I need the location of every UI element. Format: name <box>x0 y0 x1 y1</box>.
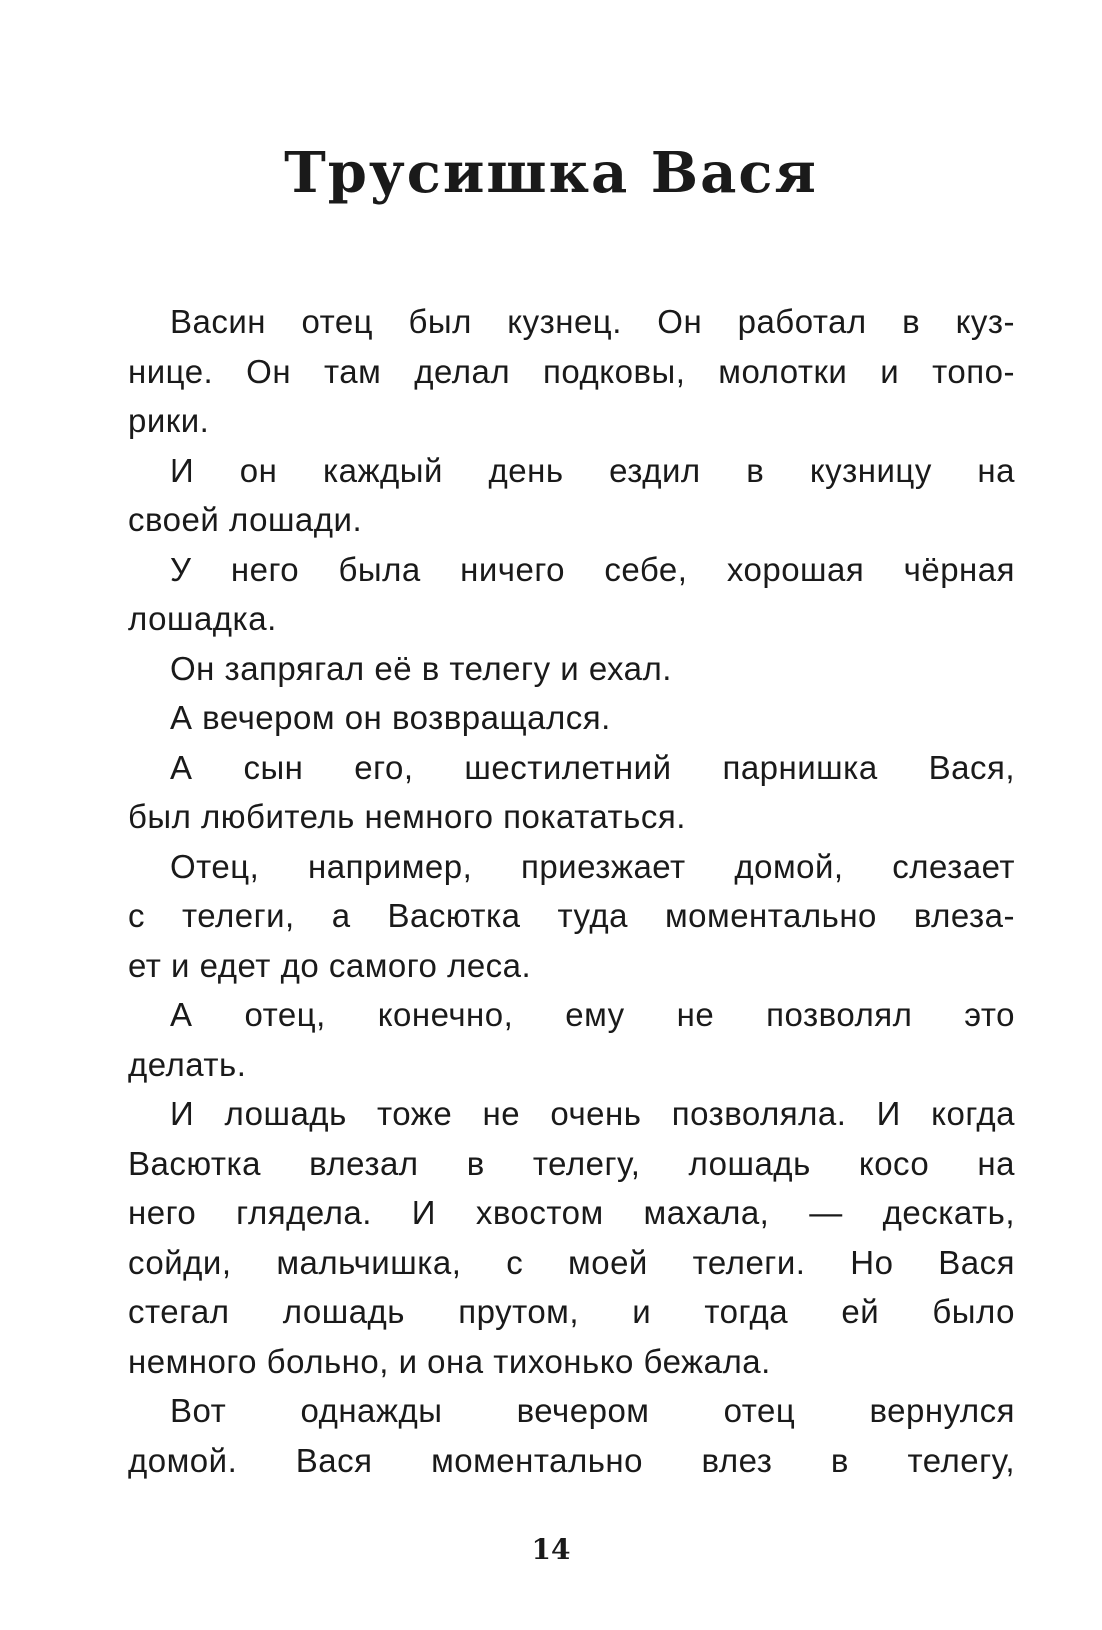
text-line: И он каждый день ездил в кузницу на <box>170 451 1015 489</box>
text-line: У него была ничего себе, хорошая чёрная <box>170 550 1015 588</box>
text-line: А отец, конечно, ему не позволял это <box>170 996 1015 1033</box>
text-line: него глядела. И хвостом махала, — дескать, <box>128 1194 1015 1231</box>
text-line: Вот однажды вечером отец вернулся <box>170 1392 1015 1429</box>
text-line: лошадка. <box>128 600 277 637</box>
text-line: А вечером он возвращался. <box>170 699 611 736</box>
text-line: немного больно, и она тихонько бежала. <box>128 1342 771 1380</box>
text-line: ет и едет до самого леса. <box>128 946 532 984</box>
text-line: рики. <box>128 402 210 439</box>
story-text <box>128 297 1015 1485</box>
text-line: домой. Вася моментально влез в телегу, <box>128 1441 1015 1479</box>
text-line: был любитель немного покататься. <box>128 798 686 835</box>
text-line: И лошадь тоже не очень позволяла. И когда <box>170 1095 1015 1132</box>
text-line: Отец, например, приезжает домой, слезает <box>170 847 1015 885</box>
text-line: нице. Он там делал подковы, молотки и топо- <box>128 352 1015 390</box>
text-line: своей лошади. <box>128 501 363 538</box>
text-line: делать. <box>128 1045 247 1083</box>
story-title: Трусишка Вася <box>284 140 818 206</box>
text-line: сойди, мальчишка, с моей телеги. Но Вася <box>128 1243 1015 1281</box>
text-line: Он запрягал её в телегу и ехал. <box>170 649 672 687</box>
text-line: стегал лошадь прутом, и тогда ей было <box>128 1293 1015 1330</box>
text-line: Васютка влезал в телегу, лошадь косо на <box>128 1144 1015 1182</box>
text-line: Васин отец был кузнец. Он работал в куз- <box>170 303 1015 340</box>
page-number: 14 <box>531 1533 571 1566</box>
text-line: с телеги, а Васютка туда моментально влеза- <box>128 897 1015 934</box>
text-line: А сын его, шестилетний парнишка Вася, <box>170 748 1015 786</box>
